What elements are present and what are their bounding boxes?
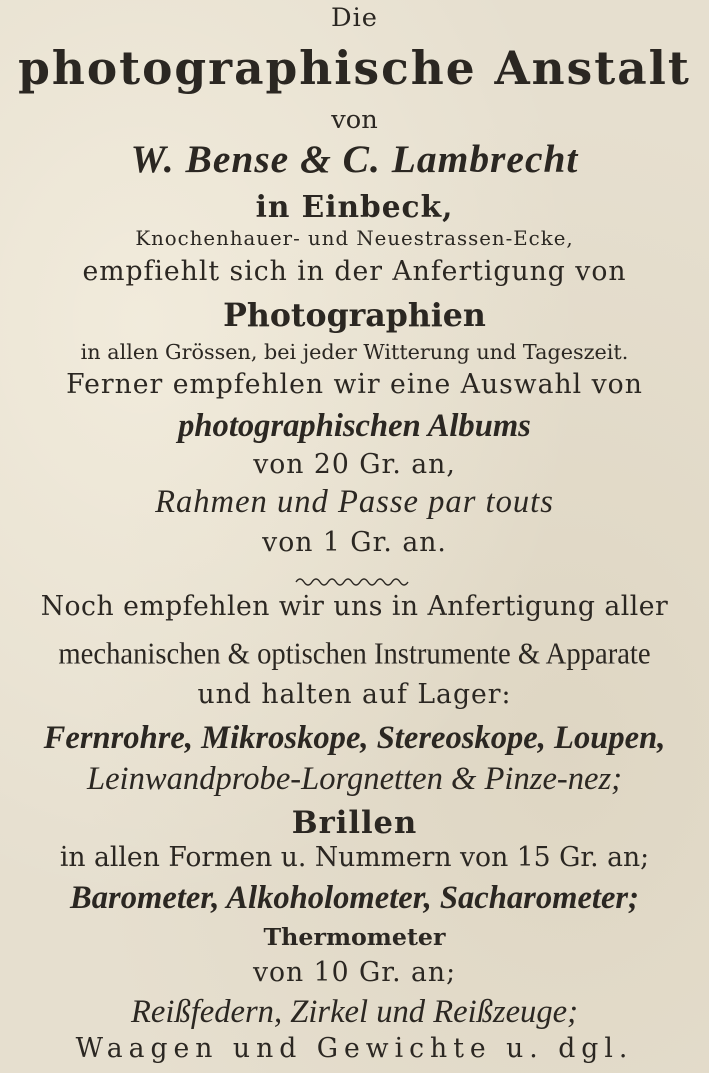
business-title: photographische Anstalt	[18, 41, 691, 95]
scales-text: Waagen und Gewichte u. dgl.	[75, 1033, 634, 1064]
albums-price: von 20 Gr. an,	[253, 449, 456, 480]
von-text: von	[331, 105, 378, 135]
brillen-price: in allen Formen u. Nummern von 15 Gr. an;	[59, 842, 650, 873]
instruments-text: mechanischen & optischen Instrumente & Apparate	[58, 636, 651, 672]
ferner-text: Ferner empfehlen wir eine Auswahl von	[66, 369, 643, 400]
noch-text: Noch empfehlen wir uns in Anfertigung aller	[40, 591, 669, 622]
sizes-weather-text: in allen Grössen, bei jeder Witterung und Tageszeit.	[80, 340, 629, 364]
address-text: Knochenhauer- und Neuestrassen-Ecke,	[135, 227, 574, 250]
frames-heading: Rahmen und Passe par touts	[155, 484, 554, 520]
recommend-text: empfiehlt sich in der Anfertigung von	[82, 256, 627, 287]
thermometer-price: von 10 Gr. an;	[252, 957, 457, 988]
brillen-heading: Brillen	[291, 805, 418, 841]
frames-price: von 1 Gr. an.	[262, 527, 447, 558]
meters-list: Barometer, Alkoholometer, Sacharometer;	[70, 880, 639, 916]
thermometer-heading: Thermometer	[263, 923, 446, 951]
albums-heading: photographischen Albums	[178, 408, 531, 444]
drawing-tools-list: Reißfedern, Zirkel und Reißzeuge;	[131, 994, 578, 1030]
intro-die: Die	[331, 3, 378, 33]
wavy-divider-ornament-icon	[294, 574, 412, 586]
proprietor-names: W. Bense & C. Lambrecht	[130, 137, 579, 181]
location-text: in Einbeck,	[255, 189, 454, 224]
stock-text: und halten auf Lager:	[197, 679, 512, 710]
photographien-heading: Photographien	[223, 297, 486, 334]
optics-list-1: Fernrohre, Mikroskope, Stereoskope, Loupen,	[43, 720, 666, 756]
optics-list-2: Leinwandprobe-Lorgnetten & Pinze-nez;	[86, 761, 623, 797]
